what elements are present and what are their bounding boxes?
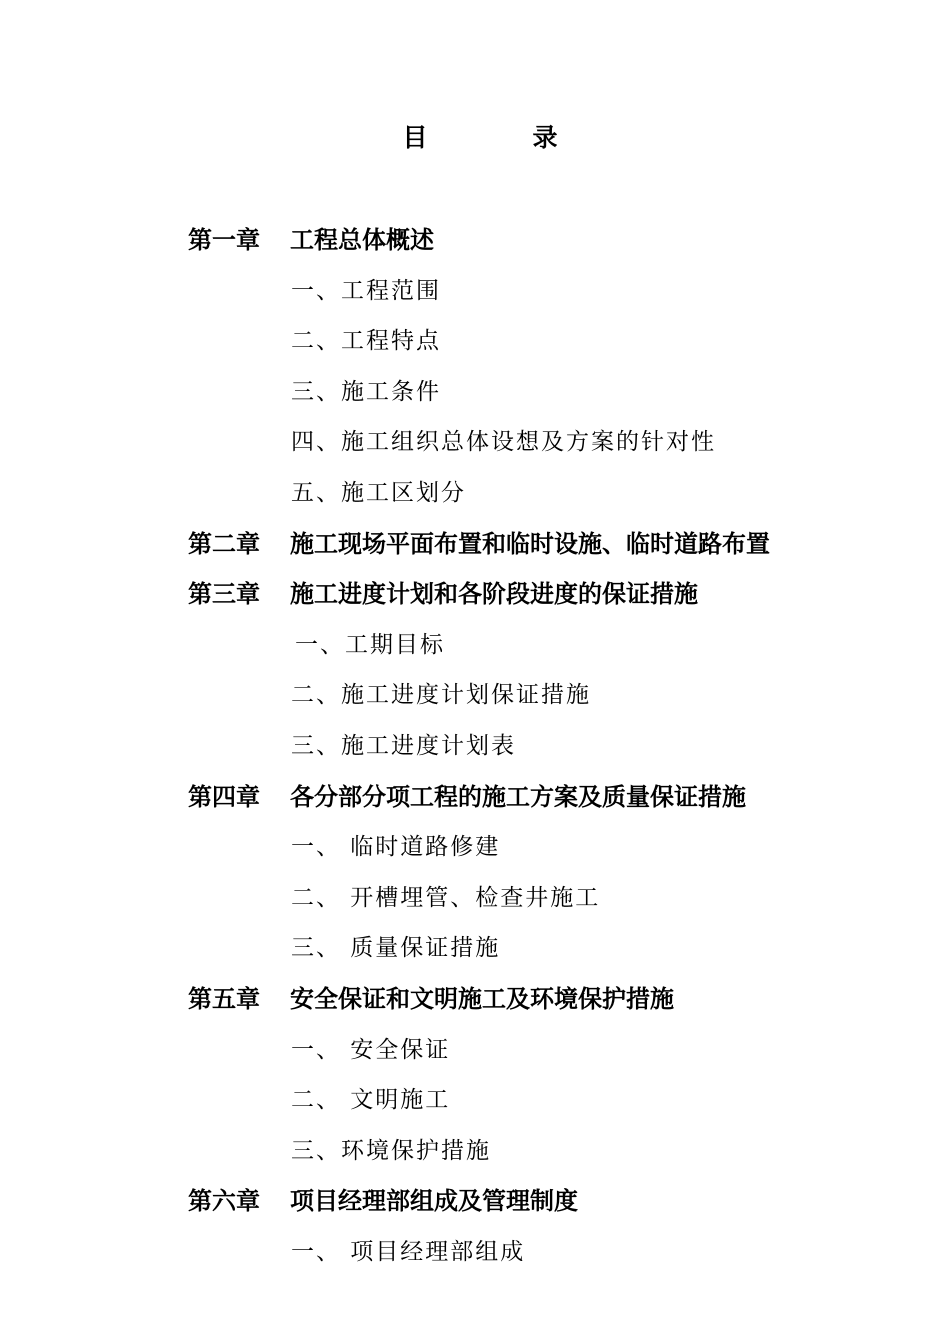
section-title: 一、 项目经理部组成 <box>291 1238 526 1265</box>
toc-section-5-1[interactable] <box>188 1030 928 1081</box>
section-title: 四、施工组织总体设想及方案的针对性 <box>291 429 716 456</box>
section-title: 三、 质量保证措施 <box>291 935 501 962</box>
chapter-number: 第三章 <box>188 580 260 609</box>
chapter-title: 各分部分项工程的施工方案及质量保证措施 <box>290 782 746 811</box>
toc-section-1-2[interactable] <box>188 321 928 372</box>
toc-section-4-3[interactable] <box>188 928 928 979</box>
toc-section-1-5[interactable] <box>188 473 928 524</box>
chapter-title: 施工现场平面布置和临时设施、临时道路布置 <box>290 529 770 558</box>
chapter-number: 第五章 <box>188 984 260 1013</box>
section-title: 二、 文明施工 <box>291 1087 451 1114</box>
section-title: 五、施工区划分 <box>291 479 466 506</box>
chapter-number: 第二章 <box>188 529 260 558</box>
toc-section-3-1[interactable] <box>188 625 928 676</box>
toc-section-5-3[interactable] <box>188 1131 928 1182</box>
toc-section-1-3[interactable] <box>188 372 928 423</box>
chapter-number: 第一章 <box>188 226 260 254</box>
toc-section-4-2[interactable] <box>188 878 928 929</box>
toc-section-6-1[interactable] <box>188 1232 928 1283</box>
chapter-title: 安全保证和文明施工及环境保护措施 <box>290 984 674 1013</box>
toc-section-3-2[interactable] <box>188 675 928 726</box>
toc-chapter-3[interactable] <box>188 574 928 625</box>
toc-chapter-1[interactable] <box>188 220 928 271</box>
chapter-number: 第四章 <box>188 782 260 811</box>
chapter-title: 施工进度计划和各阶段进度的保证措施 <box>290 580 698 609</box>
toc-chapter-5[interactable] <box>188 979 928 1030</box>
section-title: 一、 临时道路修建 <box>291 834 501 861</box>
chapter-title: 工程总体概述 <box>290 226 434 254</box>
section-title: 三、施工进度计划表 <box>291 732 516 759</box>
page-title: 目 录 <box>402 123 598 152</box>
section-title: 二、施工进度计划保证措施 <box>291 682 591 709</box>
toc-chapter-4[interactable] <box>188 777 928 828</box>
section-title: 二、 开槽埋管、检查井施工 <box>291 884 601 911</box>
section-title: 一、工期目标 <box>295 631 445 658</box>
toc-section-4-1[interactable] <box>188 827 928 878</box>
section-title: 三、环境保护措施 <box>291 1137 491 1164</box>
toc-section-5-2[interactable] <box>188 1080 928 1131</box>
section-title: 二、工程特点 <box>291 328 441 355</box>
toc-chapter-6[interactable] <box>188 1181 928 1232</box>
toc-section-1-1[interactable] <box>188 271 928 322</box>
toc-section-3-3[interactable] <box>188 726 928 777</box>
section-title: 一、 安全保证 <box>291 1036 451 1063</box>
table-of-contents <box>188 220 928 1282</box>
toc-section-1-4[interactable] <box>188 422 928 473</box>
section-title: 一、工程范围 <box>291 277 441 304</box>
section-title: 三、施工条件 <box>291 378 441 405</box>
chapter-title: 项目经理部组成及管理制度 <box>290 1187 578 1216</box>
chapter-number: 第六章 <box>188 1187 260 1216</box>
toc-chapter-2[interactable] <box>188 524 928 575</box>
